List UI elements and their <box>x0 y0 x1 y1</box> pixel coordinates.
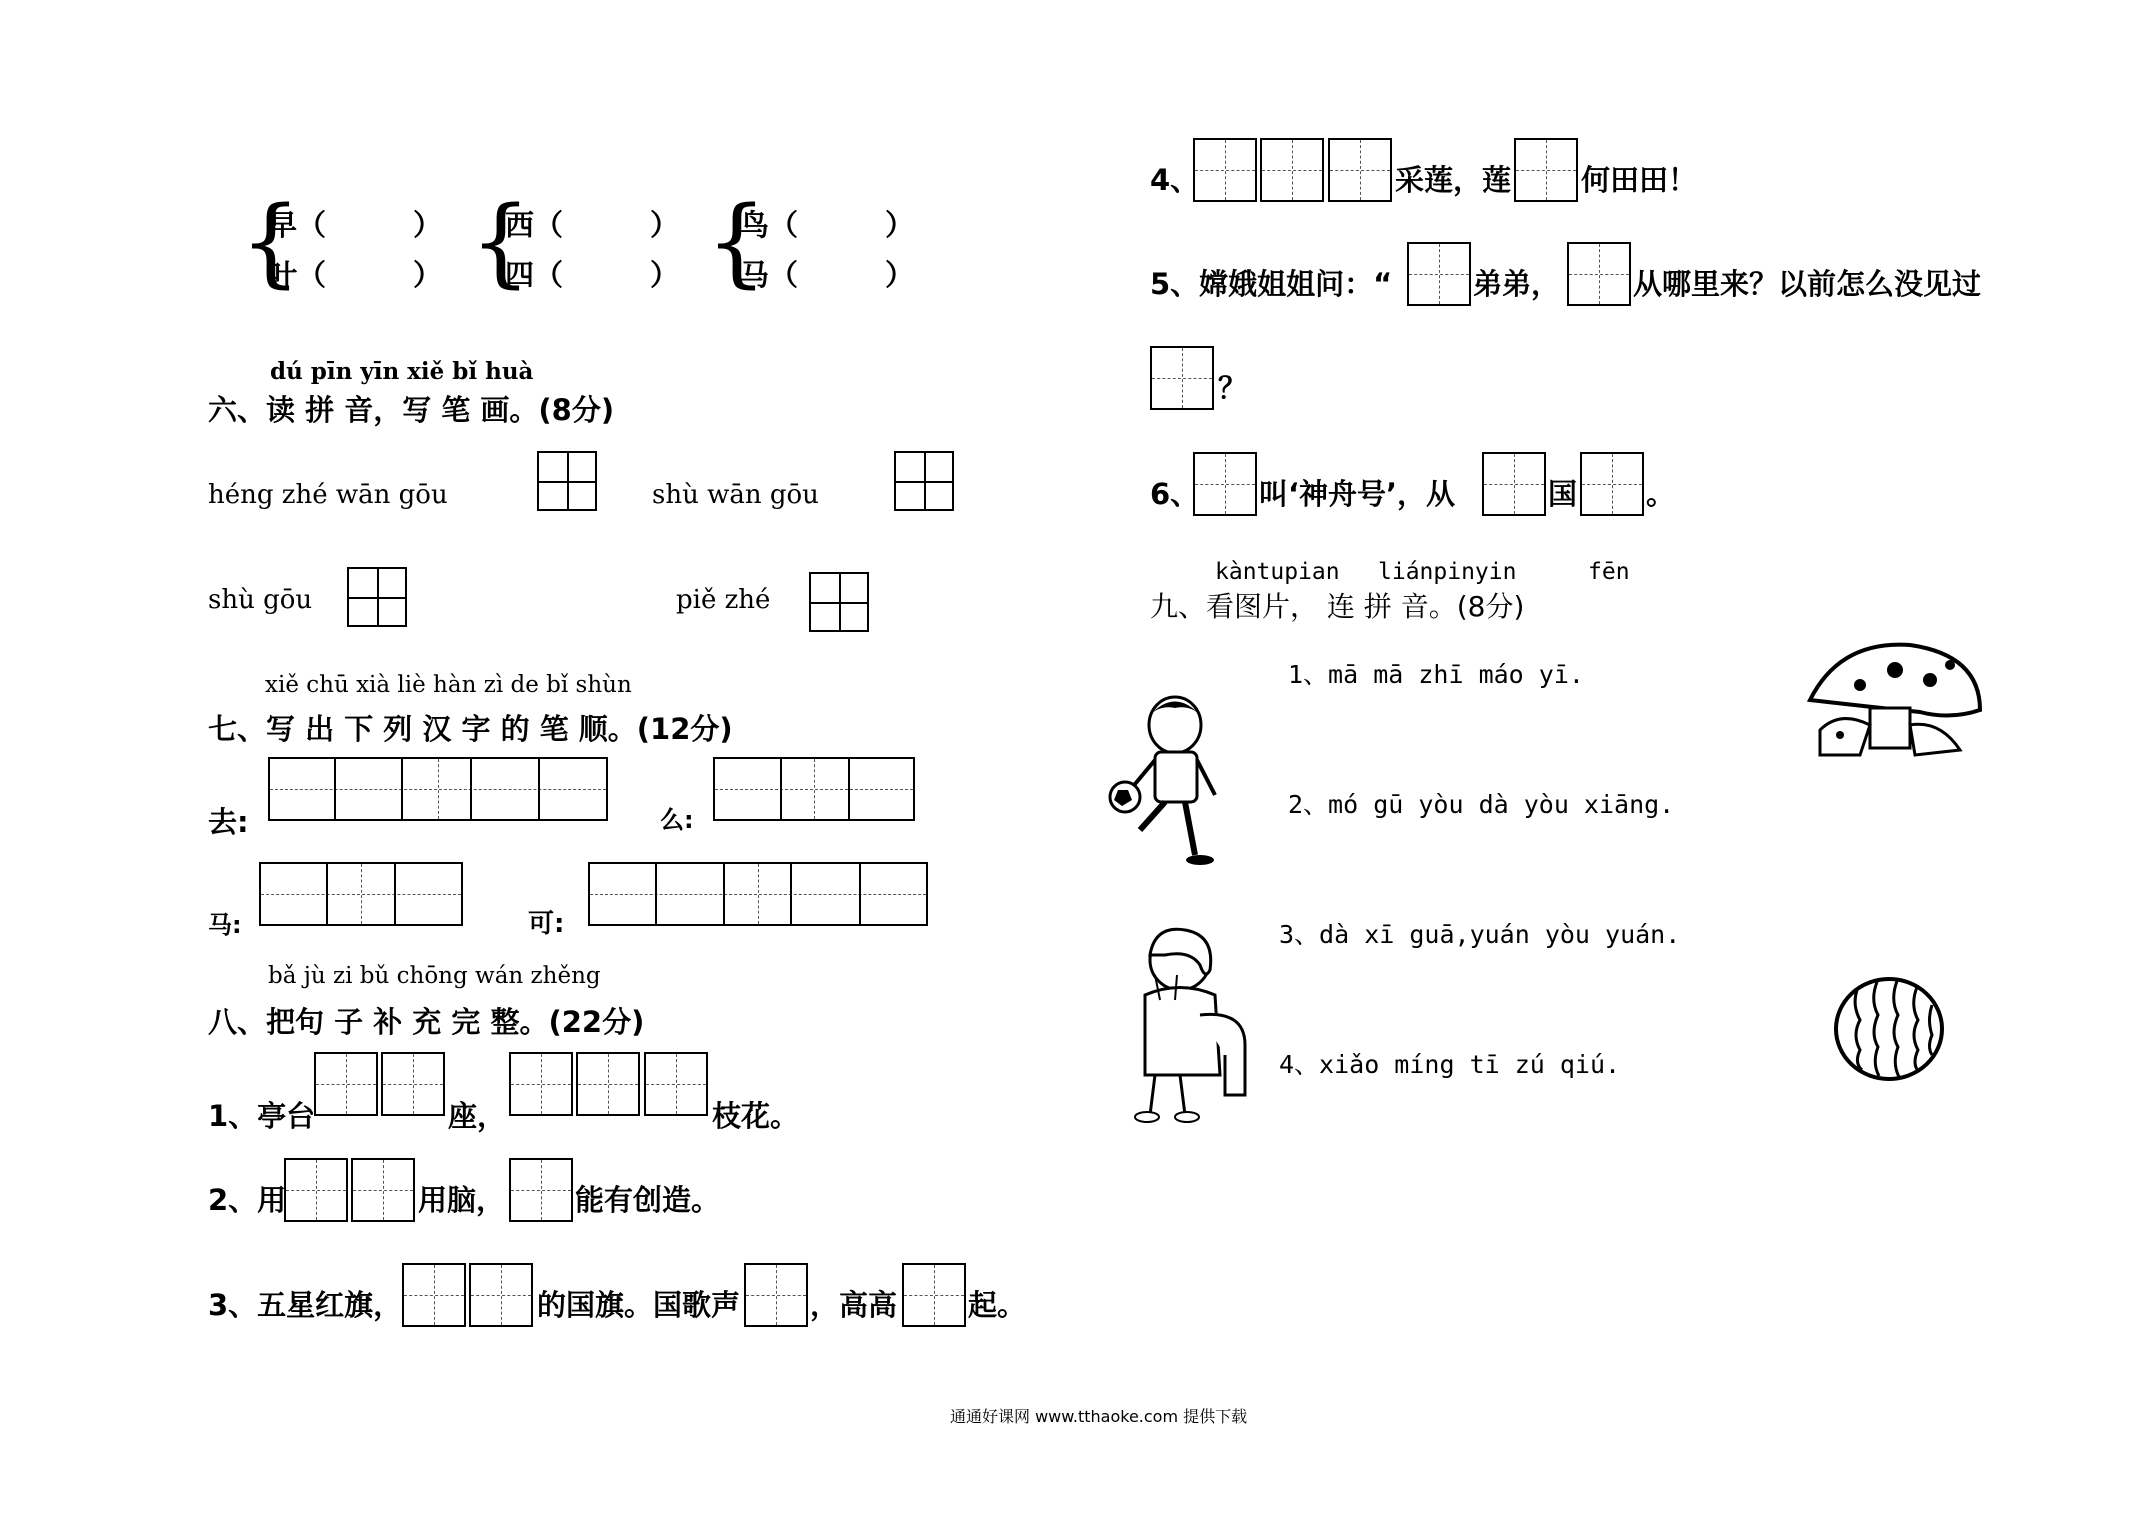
stroke-order-grid[interactable] <box>713 757 915 821</box>
answer-box[interactable] <box>1580 452 1644 516</box>
stroke-box[interactable] <box>809 572 869 632</box>
q6-text: 。 <box>1646 477 1676 511</box>
section6-pinyin: dú pīn yīn xiě bǐ huà <box>270 358 534 385</box>
answer-box[interactable] <box>284 1158 348 1222</box>
answer-box[interactable] <box>1514 138 1578 202</box>
answer-box[interactable] <box>351 1158 415 1222</box>
stroke-box[interactable] <box>894 451 954 511</box>
pair-bottom: 叶（ ） <box>268 258 443 292</box>
section8-title: 八、把句 子 补 充 完 整。(22分) <box>208 1005 645 1039</box>
q4-num: 4、 <box>1150 163 1200 197</box>
stroke-order-grid[interactable] <box>588 862 928 926</box>
answer-box[interactable] <box>1193 138 1257 202</box>
pair-top: 早（ ） <box>268 208 443 242</box>
brace: { <box>470 186 532 298</box>
brace: { <box>706 186 768 298</box>
answer-box[interactable] <box>1482 452 1546 516</box>
girl-knitting-picture <box>1105 925 1255 1125</box>
q3-num: 3、五星红旗， <box>208 1288 403 1322</box>
q6-text: 国 <box>1548 477 1578 511</box>
grid-divider <box>859 862 861 926</box>
answer-box[interactable] <box>381 1052 445 1116</box>
answer-box[interactable] <box>902 1263 966 1327</box>
section9-title: 九、看图片， 连 拼 音。(8分) <box>1150 590 1525 623</box>
char-label: 可: <box>528 909 565 939</box>
q3-text: 的国旗。国歌声 <box>537 1288 741 1322</box>
q1-text: 枝花。 <box>712 1099 800 1133</box>
section8-pinyin: bǎ jù zi bǔ chōng wán zhěng <box>268 963 601 989</box>
answer-box[interactable] <box>1567 242 1631 306</box>
stroke-pinyin: shù wān gōu <box>652 480 819 510</box>
answer-box[interactable] <box>1260 138 1324 202</box>
stroke-pinyin: héng zhé wān gōu <box>208 480 448 510</box>
grid-divider <box>848 757 850 821</box>
answer-box[interactable] <box>314 1052 378 1116</box>
answer-box[interactable] <box>402 1263 466 1327</box>
section7-title: 七、写 出 下 列 汉 字 的 笔 顺。(12分) <box>208 712 733 746</box>
grid-divider <box>780 757 782 821</box>
grid-divider <box>334 757 336 821</box>
pair-top: 西（ ） <box>505 208 680 242</box>
q4-text: 采莲，莲 <box>1395 163 1512 197</box>
answer-box[interactable] <box>1193 452 1257 516</box>
answer-box[interactable] <box>644 1052 708 1116</box>
match-item: 4、xiǎo míng tī zú qiú. <box>1279 1050 1621 1079</box>
q4-text: 何田田！ <box>1581 163 1698 197</box>
char-label: 去: <box>208 805 249 839</box>
q5-num: 5、嫦娥姐姐问：“ <box>1150 267 1393 301</box>
stroke-order-grid[interactable] <box>259 862 463 926</box>
stroke-box[interactable] <box>537 451 597 511</box>
answer-box[interactable] <box>509 1052 573 1116</box>
mushroom-picture <box>1800 640 1990 770</box>
q3-text: 起。 <box>968 1288 1027 1322</box>
q3-text: ，高高 <box>810 1288 898 1322</box>
answer-box[interactable] <box>1407 242 1471 306</box>
answer-box[interactable] <box>469 1263 533 1327</box>
section9-pinyin: fēn <box>1588 559 1630 585</box>
grid-divider <box>538 757 540 821</box>
stroke-pinyin: shù gōu <box>208 585 313 615</box>
grid-divider <box>655 862 657 926</box>
grid-divider <box>394 862 396 926</box>
match-item: 2、mó gū yòu dà yòu xiāng. <box>1288 790 1675 819</box>
char-label: 马: <box>208 911 242 939</box>
grid-divider <box>470 757 472 821</box>
q2-text: 用脑， <box>418 1183 506 1217</box>
grid-divider <box>790 862 792 926</box>
footer: 通通好课网 www.tthaoke.com 提供下载 <box>950 1407 1248 1426</box>
boy-kicking-ball-picture <box>1100 690 1240 870</box>
q6-num: 6、 <box>1150 477 1200 511</box>
brace: { <box>240 186 302 298</box>
stroke-order-grid[interactable] <box>268 757 608 821</box>
grid-divider <box>401 757 403 821</box>
q5-text: 从哪里来？以前怎么没见过 <box>1633 267 1982 301</box>
answer-box[interactable] <box>576 1052 640 1116</box>
pair-top: 鸟（ ） <box>740 208 915 242</box>
section9-pinyin: liánpinyin <box>1378 559 1517 585</box>
q1-text: 座， <box>448 1099 507 1133</box>
section7-pinyin: xiě chū xià liè hàn zì de bǐ shùn <box>265 672 632 698</box>
answer-box[interactable] <box>1150 346 1214 410</box>
section6-title: 六、读 拼 音，写 笔 画。(8分) <box>208 393 615 427</box>
answer-box[interactable] <box>509 1158 573 1222</box>
answer-box[interactable] <box>1328 138 1392 202</box>
q5-text: 弟弟， <box>1473 267 1561 301</box>
section9-pinyin: kàntupian <box>1215 559 1340 585</box>
q5-text: ？ <box>1218 371 1248 405</box>
stroke-box[interactable] <box>347 567 407 627</box>
q6-text: 叫‘神舟号’，从 <box>1259 477 1456 511</box>
pair-bottom: 四（ ） <box>505 258 680 292</box>
match-item: 3、dà xī guā,yuán yòu yuán. <box>1279 920 1681 949</box>
q2-num: 2、用 <box>208 1183 287 1217</box>
pair-bottom: 马（ ） <box>740 258 915 292</box>
watermelon-picture <box>1832 975 1947 1083</box>
q2-text: 能有创造。 <box>575 1183 721 1217</box>
stroke-pinyin: piě zhé <box>676 585 771 615</box>
grid-divider <box>723 862 725 926</box>
match-item: 1、mā mā zhī máo yī. <box>1288 660 1584 689</box>
q1-num: 1、亭台 <box>208 1099 316 1133</box>
answer-box[interactable] <box>744 1263 808 1327</box>
char-label: 么: <box>660 806 694 834</box>
grid-divider <box>326 862 328 926</box>
